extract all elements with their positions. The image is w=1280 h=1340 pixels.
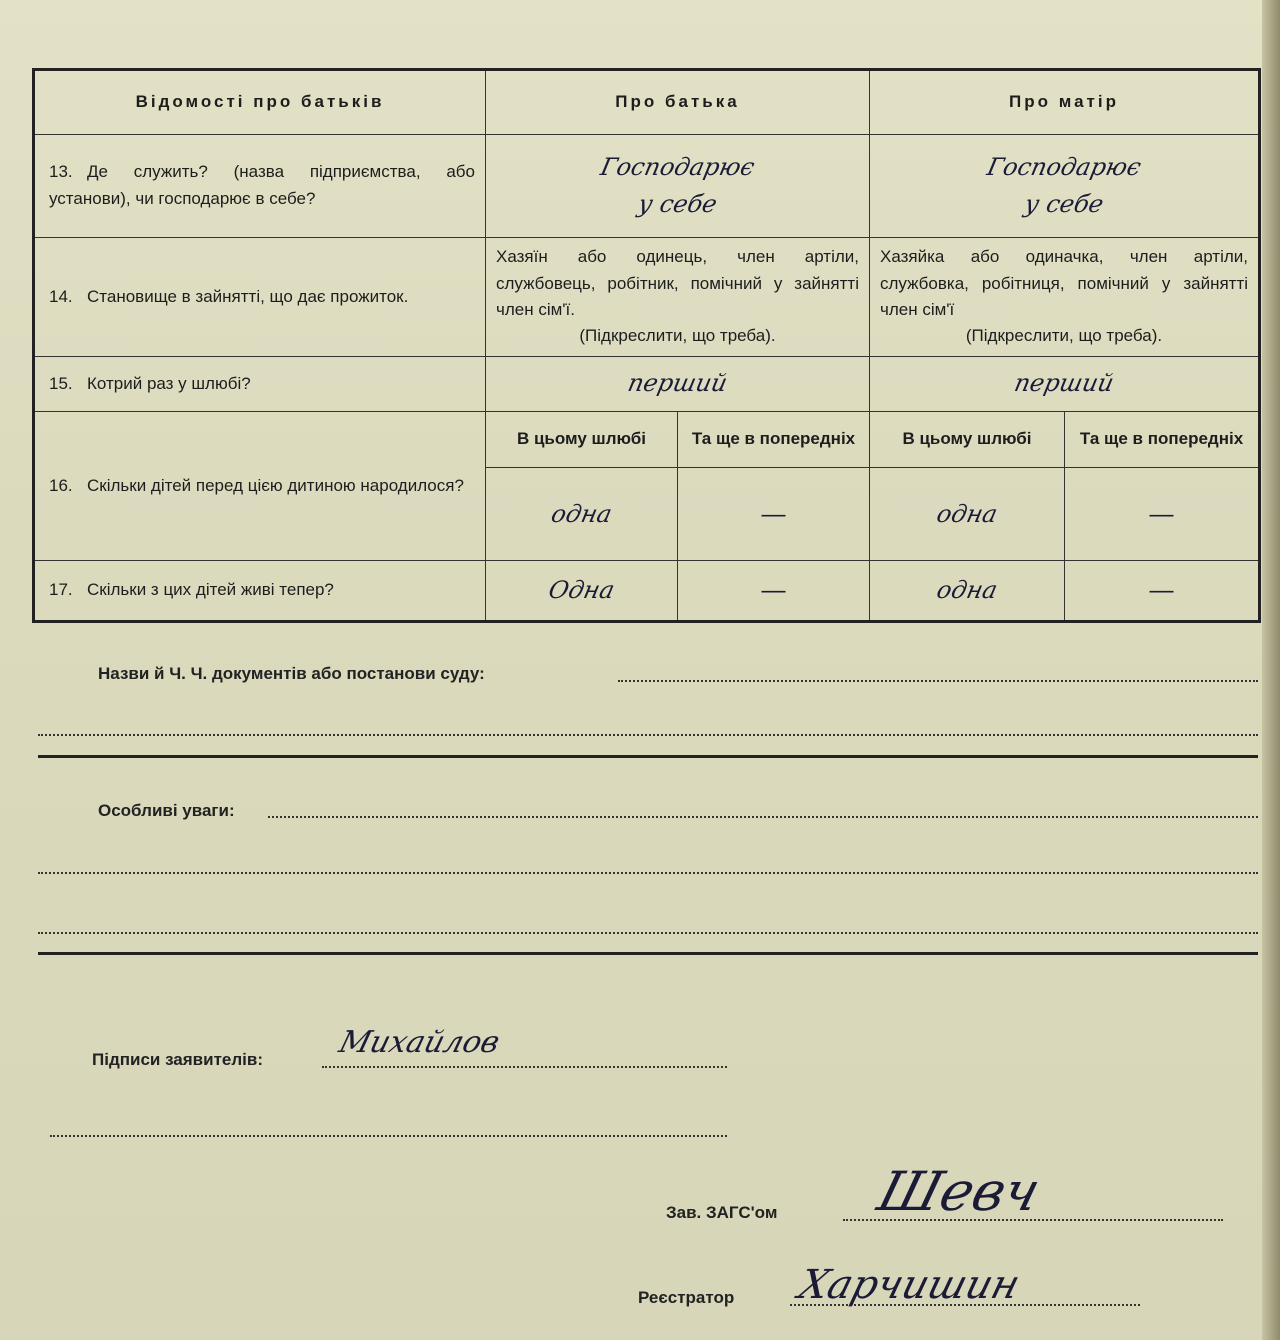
documents-line[interactable] [618,680,1258,682]
question-16 [34,411,486,561]
handwritten-entry: одна [934,499,1000,528]
question-number: 14. [49,286,73,306]
remarks-line-3[interactable] [38,932,1258,934]
handwritten-entry: Одна [546,576,618,605]
answer-13-mother [870,134,1260,237]
answer-17-father-this [486,561,678,622]
answer-17-father-prev [678,561,870,622]
handwritten-entry: одна [548,499,615,528]
question-14 [34,237,486,356]
handwritten-entry: перший [1011,369,1117,398]
handwritten-dash: — [761,500,786,528]
registrar-label: Реєстратор [638,1288,735,1307]
options-text: Хазяїн або одинець, член артіли, службовець, робітник, помічний у зайнятті член сім'ї. [496,247,859,319]
applicant-signature: Михайлов [335,1025,504,1060]
handwritten-entry: Господарює [598,152,758,181]
subheader-mother-this: В цьому шлюбі [870,411,1065,468]
row-15 [34,357,1260,412]
answer-16-father-this [486,468,678,561]
remarks-line[interactable] [268,816,1258,818]
remarks-line-2[interactable] [38,872,1258,874]
table-header-row [34,70,1260,135]
remarks-label: Особливі уваги: [98,801,235,820]
header-parents-info: Відомості про батьків [34,70,486,135]
handwritten-dash: — [1149,500,1174,528]
answer-17-mother-this [870,561,1065,622]
question-text: Скільки з цих дітей живі тепер? [87,580,334,600]
question-number: 17. [49,580,73,600]
handwritten-entry: у себе [635,189,720,218]
subheader-father-this: В цьому шлюбі [486,411,678,468]
question-number: 16. [49,475,73,495]
question-text: Скільки дітей перед цією дитиною народилося? [87,475,464,495]
options-text: Хазяйка або одиначка, член артіли, службовка, робітниця, помічний у зайнятті член сім'ї [880,247,1249,319]
subheader-father-prev: Та ще в попередніх [678,411,870,468]
question-text: Становище в зайнятті, що дає прожиток. [87,286,409,306]
handwritten-dash: — [761,577,786,605]
question-13 [34,134,486,237]
signatures-line-2[interactable] [50,1135,727,1137]
parents-info-table [32,68,1261,623]
answer-17-mother-prev [1065,561,1260,622]
underline-note: (Підкреслити, що треба). [579,326,776,346]
answer-13-father [486,134,870,237]
answer-16-mother-prev [1065,468,1260,561]
answer-16-mother-this [870,468,1065,561]
handwritten-entry: Господарює [984,152,1144,181]
question-text: Де служить? (назва підприємства, або установи), чи господарює в себе? [49,162,475,208]
section-divider [38,952,1258,955]
zags-head-signature: Шевч [871,1160,1048,1223]
answer-15-father [486,357,870,412]
handwritten-entry: у себе [1022,189,1107,218]
underline-note: (Підкреслити, що треба). [965,326,1163,346]
subheader-mother-prev: Та ще в попередніх [1065,411,1260,468]
question-text: Котрий раз у шлюбі? [87,373,251,393]
row-13 [34,134,1260,237]
question-17 [34,561,486,622]
handwritten-entry: перший [625,369,730,398]
header-father: Про батька [486,70,870,135]
question-15 [34,357,486,412]
question-number: 15. [49,373,73,393]
row-16-subheader [34,411,1260,468]
documents-line-2[interactable] [38,734,1258,736]
answer-15-mother [870,357,1260,412]
row-14 [34,237,1260,356]
question-number: 13. [49,162,73,182]
options-14-father [486,237,870,356]
zags-head-label: Зав. ЗАГС'ом [666,1203,778,1222]
signatures-label: Підписи заявителів: [92,1050,263,1069]
header-mother: Про матір [870,70,1260,135]
options-14-mother [870,237,1260,356]
documents-label: Назви й Ч. Ч. документів або постанови суду: [98,664,485,683]
section-divider [38,755,1258,758]
handwritten-entry: одна [934,576,1000,605]
handwritten-dash: — [1149,577,1174,605]
registrar-signature: Харчишин [793,1262,1025,1308]
row-17 [34,561,1260,622]
page-edge [1262,0,1280,1340]
answer-16-father-prev [678,468,870,561]
signatures-line[interactable] [322,1066,727,1068]
